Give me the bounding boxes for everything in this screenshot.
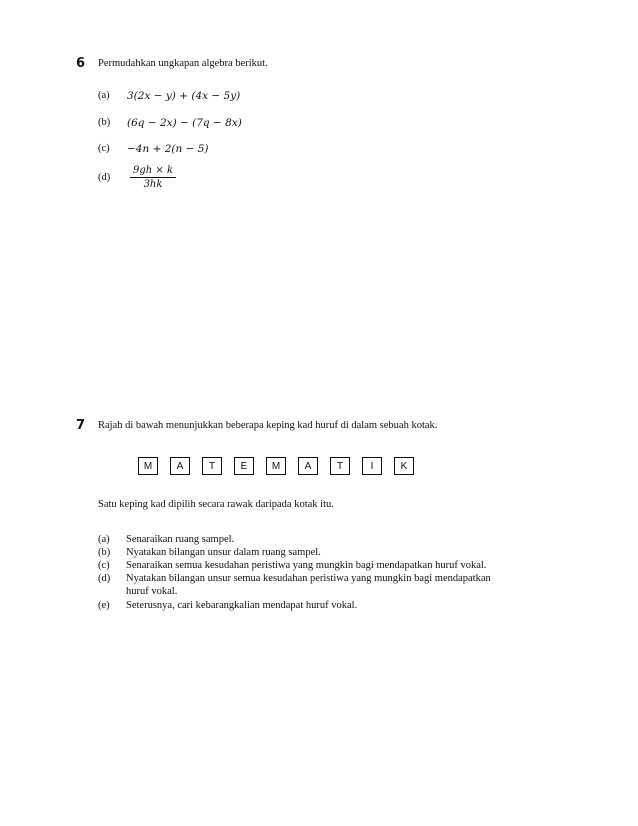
question-7-statement: Satu keping kad dipilih secara rawak daripada kotak itu. <box>98 499 334 510</box>
q6-part-a-label: (a) <box>98 90 110 101</box>
letter-card: A <box>170 457 190 475</box>
q7-part-c-label: (c) <box>98 560 110 571</box>
q6-part-d-numerator: 9gh × k <box>133 165 173 176</box>
q7-part-d-continuation <box>126 586 177 597</box>
q7-part-c-text: Senaraikan semua kesudahan peristiwa yang mungkin bagi mendapatkan huruf vokal. <box>126 560 487 571</box>
q7-part-a <box>98 534 234 545</box>
question-6-number: 6 <box>76 56 86 71</box>
q7-part-d <box>98 573 491 584</box>
q7-part-a-label: (a) <box>98 534 110 545</box>
q7-part-b-label: (b) <box>98 547 111 558</box>
letter-card: M <box>266 457 286 475</box>
q7-part-d-text-line2: huruf vokal. <box>126 586 178 597</box>
letter-cards <box>138 457 414 475</box>
letter-card: I <box>362 457 382 475</box>
q6-part-d-label: (d) <box>98 172 111 183</box>
letter-card: T <box>330 457 350 475</box>
q6-part-d-denominator: 3hk <box>143 179 163 190</box>
letter-card: K <box>394 457 414 475</box>
letter-card: T <box>202 457 222 475</box>
q7-part-c <box>98 560 486 571</box>
fraction-bar <box>130 177 176 178</box>
letter-card: M <box>138 457 158 475</box>
q6-part-d-fraction <box>130 165 176 190</box>
q7-part-d-text: Nyatakan bilangan unsur semua kesudahan peristiwa yang mungkin bagi mendapatkan <box>126 573 491 584</box>
q7-part-b-text: Nyatakan bilangan unsur dalam ruang sampel. <box>126 547 321 558</box>
q7-part-b <box>98 547 321 558</box>
q7-part-e-text: Seterusnya, cari kebarangkalian mendapat huruf vokal. <box>126 600 358 611</box>
question-6-instruction: Permudahkan ungkapan algebra berikut. <box>98 58 268 69</box>
q6-part-c-label: (c) <box>98 143 110 154</box>
question-7-number: 7 <box>76 418 86 433</box>
q7-part-a-text: Senaraikan ruang sampel. <box>126 534 235 545</box>
question-7-intro: Rajah di bawah menunjukkan beberapa keping kad huruf di dalam sebuah kotak. <box>98 420 438 431</box>
letter-card: A <box>298 457 318 475</box>
q6-part-a-expression: 3(2x − y) + (4x − 5y) <box>127 90 241 102</box>
q6-part-b-label: (b) <box>98 117 111 128</box>
q6-part-c-expression: −4n + 2(n − 5) <box>127 143 209 155</box>
q7-part-e-label: (e) <box>98 600 110 611</box>
q7-part-e <box>98 600 357 611</box>
letter-card: E <box>234 457 254 475</box>
q7-part-d-label: (d) <box>98 573 111 584</box>
q6-part-b-expression: (6q − 2x) − (7q − 8x) <box>127 117 242 129</box>
